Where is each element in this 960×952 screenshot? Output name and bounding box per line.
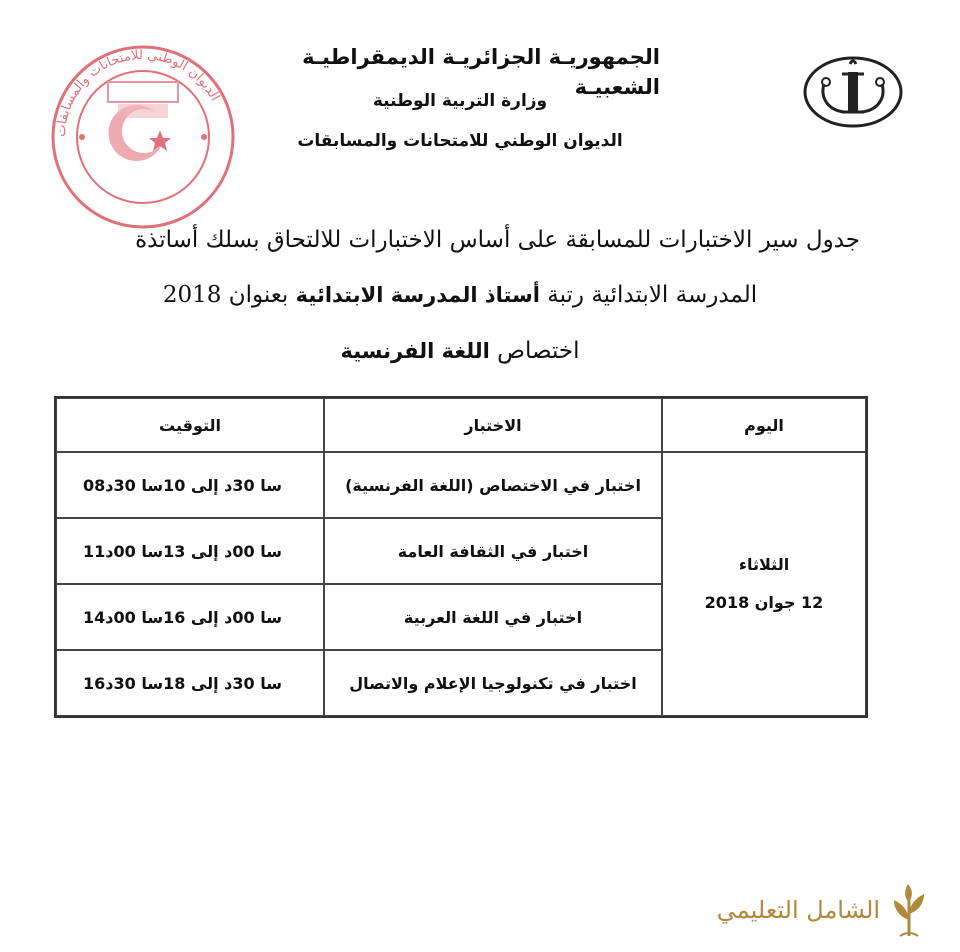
test-cell: اختبار في الاختصاص (اللغة الفرنسية) [324,452,662,518]
exam-schedule-table [54,396,868,718]
time-cell: 11سا 00د إلى 13سا 00د [56,518,324,584]
ministry-header [250,42,670,154]
table-header-row [56,398,866,452]
title-line-2-start: المدرسة الابتدائية رتبة [539,282,758,308]
document-title [60,220,860,371]
test-cell: اختبار في تكنولوجيا الإعلام والاتصال [324,650,662,716]
time-cell: 08سا 30د إلى 10سا 30د [56,452,324,518]
time-cell: 16سا 30د إلى 18سا 30د [56,650,324,716]
header-time: التوقيت [56,398,324,452]
official-stamp [48,42,238,232]
title-line-1: جدول سير الاختبارات للمسابقة على أساس الاختبارات للالتحاق بسلك أساتذة [135,227,860,253]
republic-name: الجمهوريـة الجزائريـة الديمقراطيـة الشعبيـة [302,45,660,99]
title-speciality-bold: اللغة الفرنسية [340,339,490,363]
header-day: اليوم [662,398,866,452]
test-cell: اختبار في اللغة العربية [324,584,662,650]
day-date: 12 جوان 2018 [704,593,824,612]
day-cell [662,452,866,716]
plant-icon [886,880,932,938]
title-rank-bold: أستاذ المدرسة الابتدائية [295,283,540,307]
title-line-3 [60,331,860,371]
title-line-2 [60,275,860,315]
title-line-2-end: بعنوان 2018 [162,282,296,308]
title-speciality-label: اختصاص [489,338,580,364]
day-weekday: الثلاثاء [738,555,790,574]
onec-logo-icon [802,54,904,130]
header-test: الاختبار [324,398,662,452]
table-row [56,452,866,518]
brand-watermark [698,876,938,942]
brand-name: الشامل التعليمي [716,896,880,924]
ministry-name: وزارة التربية الوطنية [372,91,548,111]
test-cell: اختبار في الثقافة العامة [324,518,662,584]
stamp-text: الديوان الوطني للامتحانات والمسابقات [53,47,223,138]
office-name: الديوان الوطني للامتحانات والمسابقات [297,131,623,151]
time-cell: 14سا 00د إلى 16سا 00د [56,584,324,650]
